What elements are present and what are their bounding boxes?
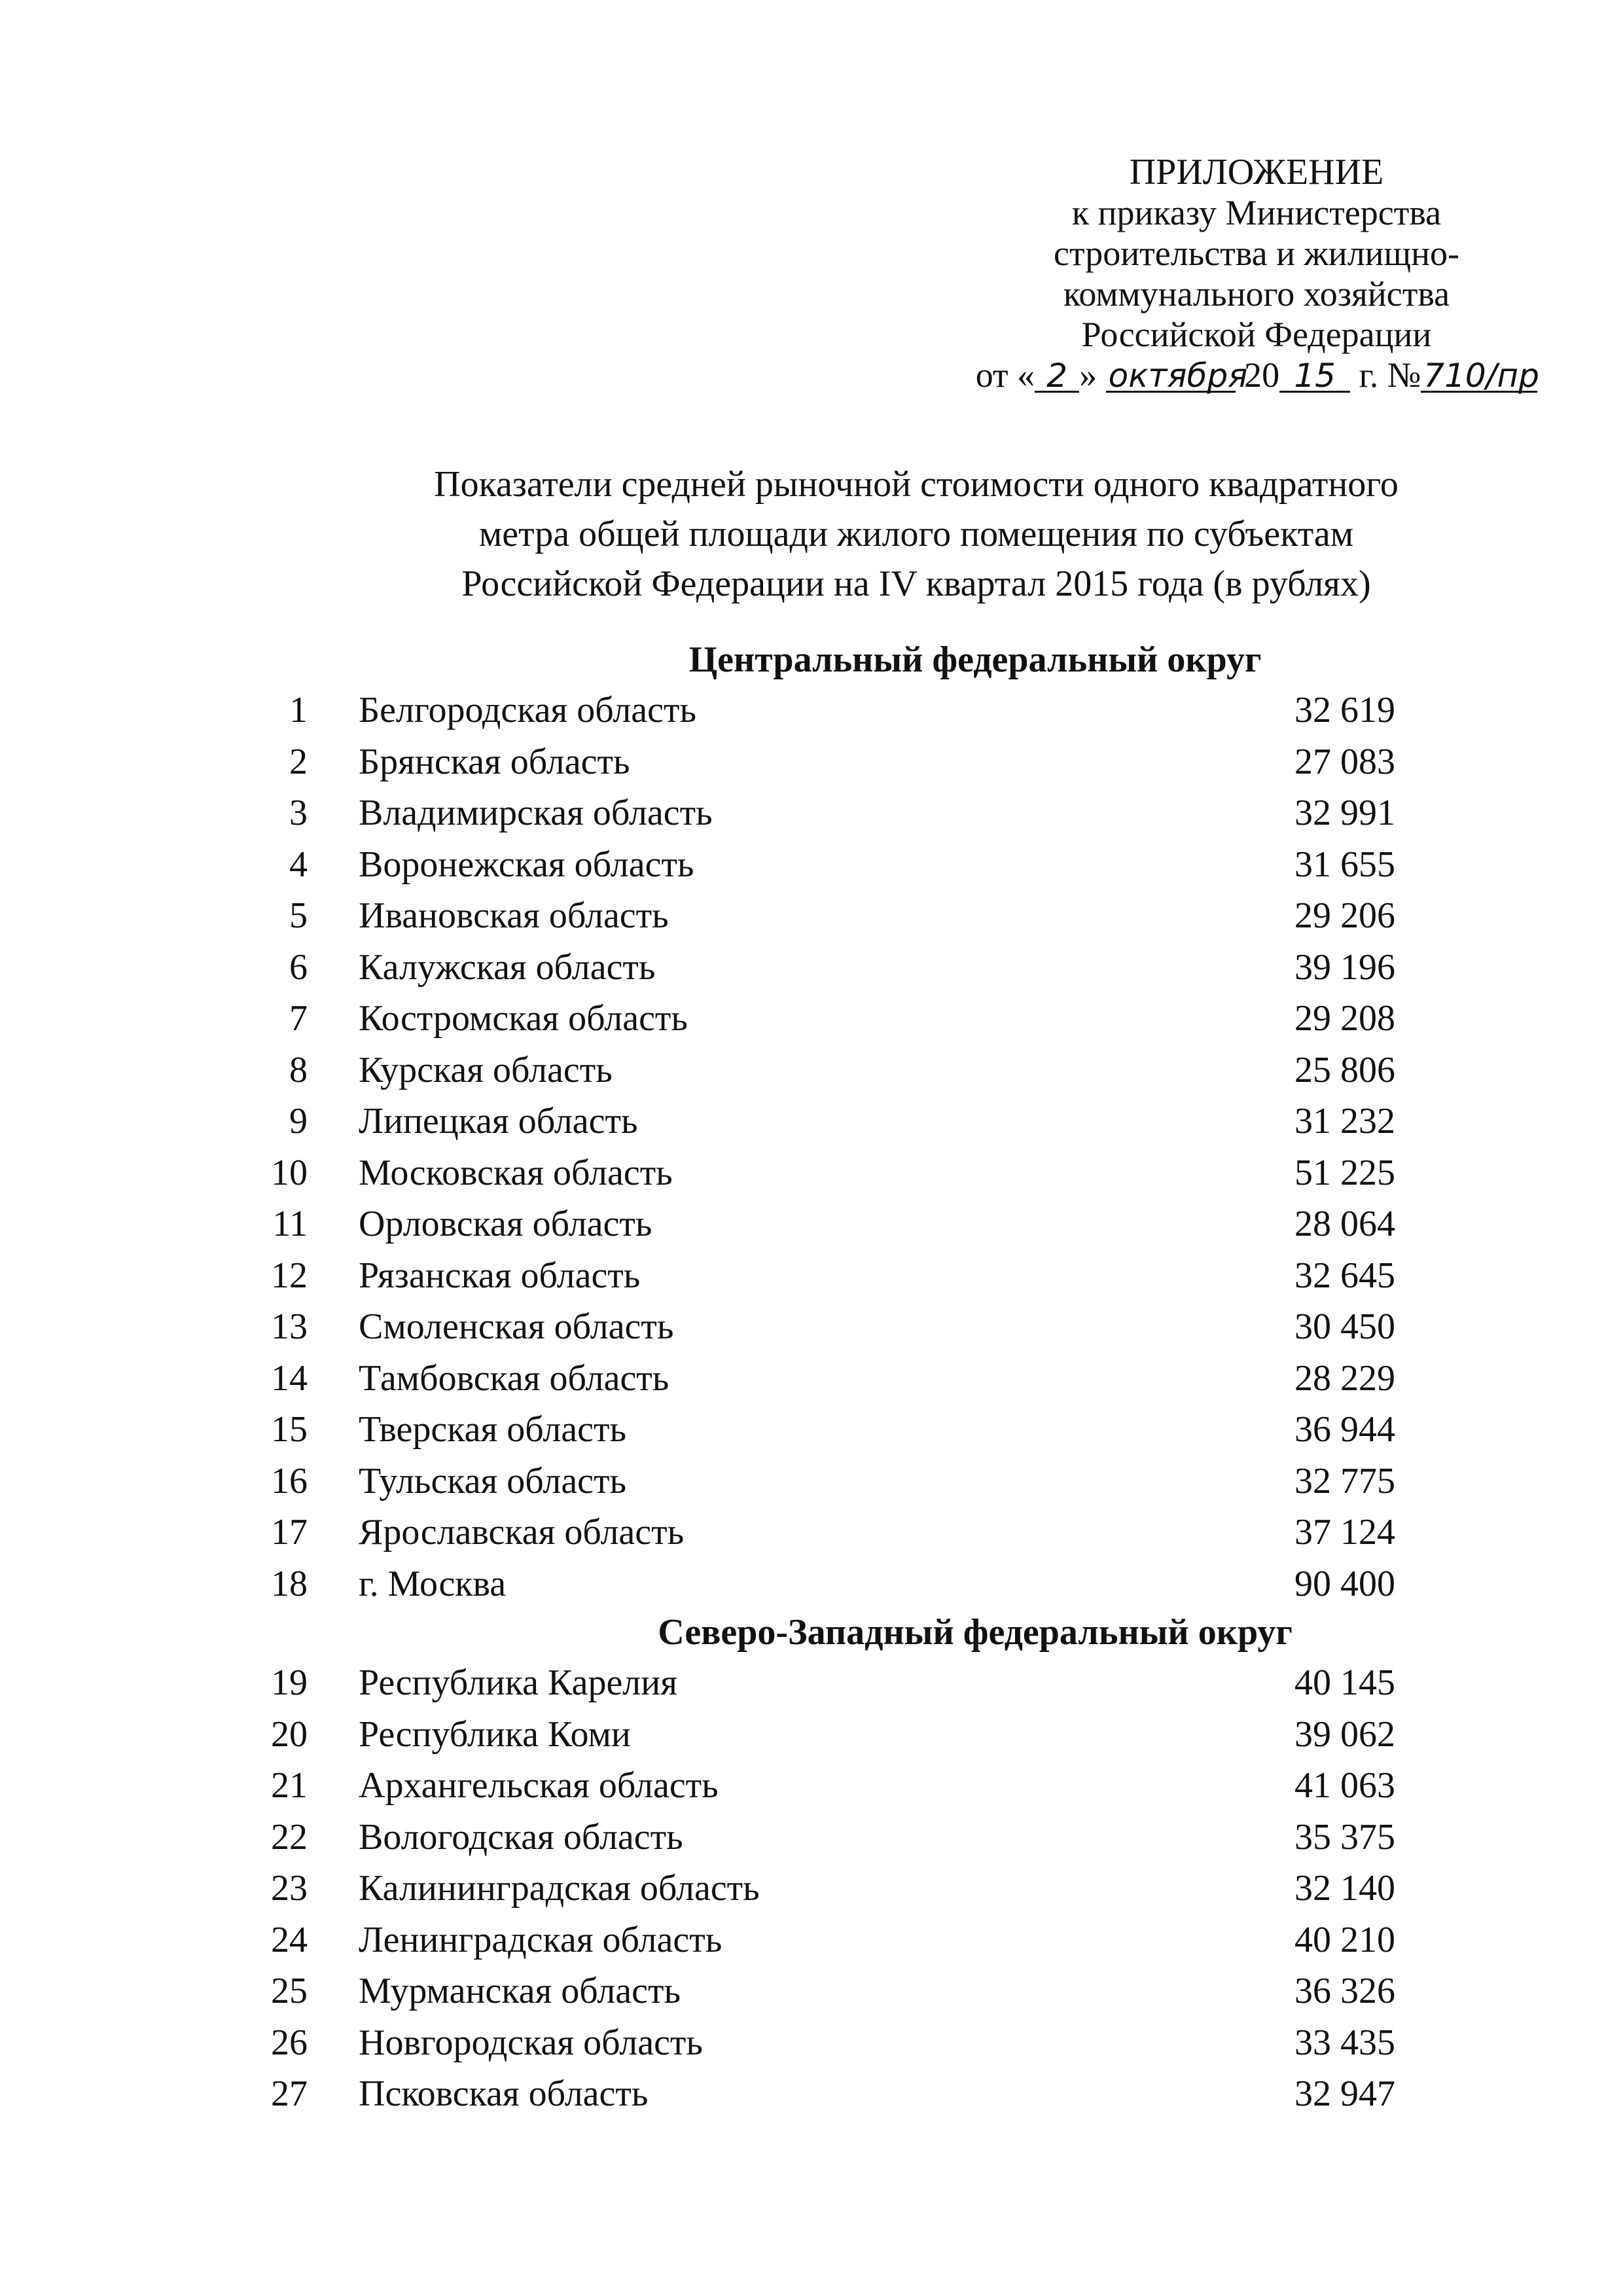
- price-value: 40 210: [1294, 1920, 1395, 1960]
- appendix-line: коммунального хозяйства: [1063, 274, 1450, 314]
- region-name: Смоленская область: [359, 1306, 674, 1347]
- table-row: [0, 736, 1623, 787]
- title-line: Показатели средней рыночной стоимости одного квадратного: [434, 464, 1399, 505]
- region-name: Калининградская область: [359, 1868, 760, 1909]
- region-name: Рязанская область: [359, 1255, 641, 1296]
- price-value: 41 063: [1294, 1765, 1395, 1806]
- row-number: 20: [271, 1714, 308, 1755]
- appendix-line: строительства и жилищно-: [1054, 234, 1459, 273]
- price-value: 36 944: [1294, 1409, 1395, 1450]
- price-value: 39 196: [1294, 947, 1395, 988]
- date-year-prefix: 20: [1235, 355, 1280, 395]
- price-value: 33 435: [1294, 2022, 1395, 2063]
- district-heading: [0, 635, 1623, 685]
- region-name: Новгородская область: [359, 2022, 703, 2063]
- region-name: Московская область: [359, 1153, 673, 1193]
- region-name: Вологодская область: [359, 1817, 683, 1857]
- table-row: [0, 1404, 1623, 1455]
- region-name: Тверская область: [359, 1409, 626, 1450]
- document-title: [366, 459, 1466, 609]
- price-value: 32 140: [1294, 1868, 1395, 1909]
- price-value: 25 806: [1294, 1050, 1395, 1090]
- row-number: 13: [271, 1306, 308, 1347]
- table-row: [0, 2017, 1623, 2068]
- row-number: 11: [272, 1204, 308, 1244]
- table-row: [0, 1657, 1623, 1708]
- row-number: 9: [289, 1101, 308, 1141]
- district-heading-text: Центральный федеральный округ: [688, 639, 1262, 680]
- price-value: 29 208: [1294, 998, 1395, 1039]
- row-number: 21: [271, 1765, 308, 1806]
- table-row: [0, 839, 1623, 890]
- title-line: метра общей площади жилого помещения по субъектам: [478, 514, 1354, 554]
- row-number: 23: [271, 1868, 308, 1909]
- price-value: 36 326: [1294, 1971, 1395, 2011]
- table-row: [0, 993, 1623, 1044]
- table-row: [0, 1045, 1623, 1096]
- region-name: Мурманская область: [359, 1971, 681, 2011]
- table-row: [0, 1198, 1623, 1249]
- price-value: 31 232: [1294, 1101, 1395, 1141]
- price-value: 32 619: [1294, 690, 1395, 730]
- price-value: 39 062: [1294, 1714, 1395, 1755]
- price-value: 32 645: [1294, 1255, 1395, 1296]
- price-value: 32 775: [1294, 1461, 1395, 1501]
- row-number: 22: [271, 1817, 308, 1857]
- table-row: [0, 1507, 1623, 1558]
- region-name: г. Москва: [359, 1564, 507, 1604]
- table-row: [0, 1353, 1623, 1404]
- handwritten-day: 2: [1035, 361, 1079, 393]
- handwritten-order-number: 710/пр: [1421, 361, 1537, 393]
- table-row: [0, 1558, 1623, 1609]
- row-number: 14: [271, 1358, 308, 1399]
- region-name: Белгородская область: [359, 690, 697, 730]
- row-number: 19: [271, 1662, 308, 1703]
- row-number: 4: [289, 844, 308, 885]
- table-row: [0, 1812, 1623, 1863]
- table-row: [0, 1301, 1623, 1352]
- price-value: 27 083: [1294, 742, 1395, 782]
- table-row: [0, 1709, 1623, 1760]
- price-value: 29 206: [1294, 895, 1395, 936]
- region-name: Республика Карелия: [359, 1662, 677, 1703]
- handwritten-year: 15: [1279, 361, 1350, 393]
- row-number: 8: [289, 1050, 308, 1090]
- appendix-heading: ПРИЛОЖЕНИЕ: [1129, 152, 1384, 192]
- region-name: Архангельская область: [359, 1765, 719, 1806]
- row-number: 17: [271, 1512, 308, 1552]
- region-name: Костромская область: [359, 998, 688, 1039]
- appendix-block: [969, 152, 1544, 395]
- date-mid: »: [1079, 355, 1106, 395]
- table-row: [0, 1096, 1623, 1147]
- region-name: Курская область: [359, 1050, 613, 1090]
- date-prefix: от «: [975, 355, 1035, 395]
- row-number: 25: [271, 1971, 308, 2011]
- appendix-line: Российской Федерации: [1081, 315, 1432, 354]
- region-name: Тамбовская область: [359, 1358, 669, 1399]
- table-row: [0, 787, 1623, 838]
- region-name: Калужская область: [359, 947, 656, 988]
- row-number: 15: [271, 1409, 308, 1450]
- region-name: Ярославская область: [359, 1512, 685, 1552]
- row-number: 5: [289, 895, 308, 936]
- order-date-line: [969, 355, 1544, 395]
- region-name: Брянская область: [359, 742, 630, 782]
- price-value: 32 947: [1294, 2073, 1395, 2114]
- row-number: 24: [271, 1920, 308, 1960]
- table-row: [0, 1863, 1623, 1914]
- row-number: 7: [289, 998, 308, 1039]
- table-row: [0, 1965, 1623, 2017]
- row-number: 16: [271, 1461, 308, 1501]
- row-number: 2: [289, 742, 308, 782]
- table-row: [0, 1914, 1623, 1965]
- table-row: [0, 1147, 1623, 1198]
- table-row: [0, 1456, 1623, 1507]
- region-name: Ивановская область: [359, 895, 669, 936]
- region-name: Тульская область: [359, 1461, 627, 1501]
- district-heading-text: Северо-Западный федеральный округ: [658, 1612, 1293, 1653]
- price-value: 90 400: [1294, 1564, 1395, 1604]
- row-number: 3: [289, 793, 308, 833]
- region-name: Псковская область: [359, 2073, 649, 2114]
- appendix-line: к приказу Министерства: [1071, 193, 1442, 232]
- price-value: 30 450: [1294, 1306, 1395, 1347]
- price-value: 40 145: [1294, 1662, 1395, 1703]
- price-value: 35 375: [1294, 1817, 1395, 1857]
- row-number: 1: [289, 690, 308, 730]
- region-name: Ленинградская область: [359, 1920, 722, 1960]
- row-number: 27: [271, 2073, 308, 2114]
- row-number: 26: [271, 2022, 308, 2063]
- date-number-prefix: г. №: [1350, 355, 1421, 395]
- region-name: Орловская область: [359, 1204, 652, 1244]
- table-row: [0, 685, 1623, 736]
- table-row: [0, 1250, 1623, 1301]
- region-name: Республика Коми: [359, 1714, 631, 1755]
- table-row: [0, 1760, 1623, 1811]
- title-line: Российской Федерации на IV квартал 2015 года (в рублях): [461, 564, 1371, 604]
- row-number: 12: [271, 1255, 308, 1296]
- row-number: 6: [289, 947, 308, 988]
- price-value: 28 229: [1294, 1358, 1395, 1399]
- table-row: [0, 2068, 1623, 2119]
- handwritten-month: октября: [1106, 361, 1236, 393]
- row-number: 10: [271, 1153, 308, 1193]
- table-row: [0, 890, 1623, 941]
- table-row: [0, 942, 1623, 993]
- region-name: Владимирская область: [359, 793, 713, 833]
- price-value: 37 124: [1294, 1512, 1395, 1552]
- region-name: Воронежская область: [359, 844, 694, 885]
- region-name: Липецкая область: [359, 1101, 638, 1141]
- price-value: 31 655: [1294, 844, 1395, 885]
- price-value: 28 064: [1294, 1204, 1395, 1244]
- district-heading: [0, 1607, 1623, 1657]
- price-value: 32 991: [1294, 793, 1395, 833]
- row-number: 18: [271, 1564, 308, 1604]
- price-value: 51 225: [1294, 1153, 1395, 1193]
